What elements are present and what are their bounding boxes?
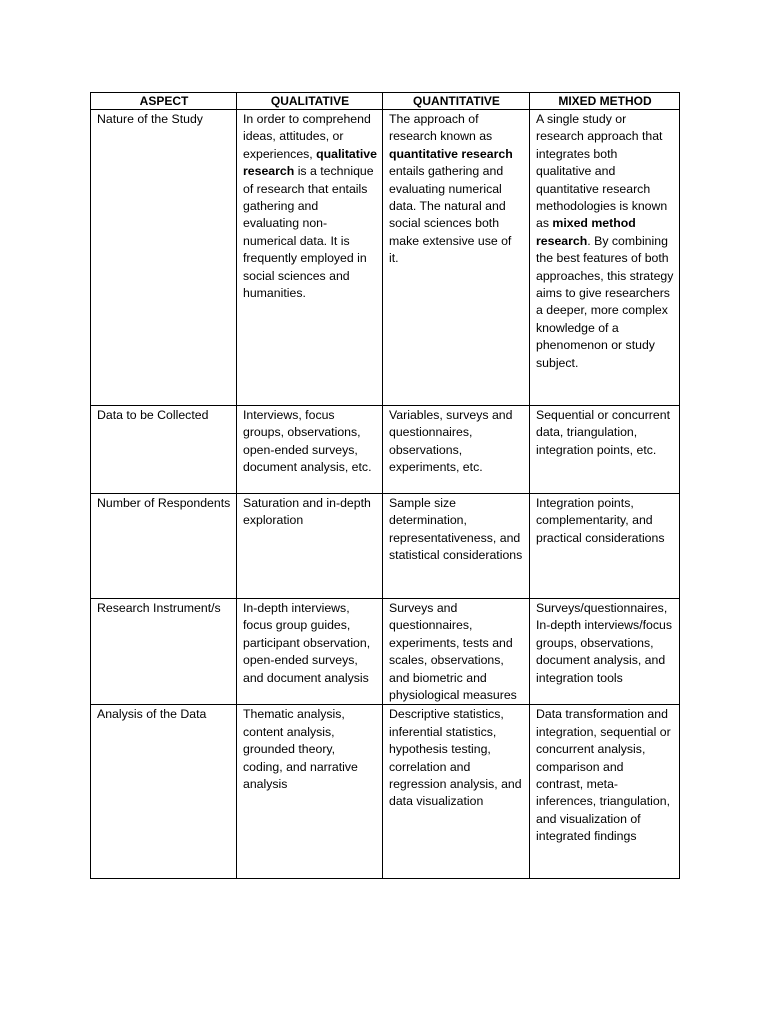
quantitative-cell (383, 110, 530, 406)
header-quantitative: QUANTITATIVE (383, 93, 530, 110)
qualitative-definition-rest: is a technique of research that entails gathering and evaluating non-numerical data. It is frequently employed in social sciences and humanities. (243, 164, 374, 301)
mixed-definition-rest: . By combining the best features of both approaches, this strategy aims to give researchers a deeper, more complex knowledge of a phenomenon or study subject. (536, 233, 674, 370)
table-row (91, 494, 680, 599)
header-qualitative: QUALITATIVE (237, 93, 383, 110)
quantitative-cell: Sample size determination, representativeness, and statistical considerations (383, 494, 530, 599)
mixed-term: mixed method research (536, 216, 636, 248)
quantitative-definition-rest: entails gathering and evaluating numerical data. The natural and social sciences both make extensive use of it. (389, 164, 512, 266)
qualitative-cell: Saturation and in-depth exploration (237, 494, 383, 599)
header-mixed-method: MIXED METHOD (530, 93, 680, 110)
quantitative-definition-lead: The approach of research known as (389, 112, 493, 144)
table-header-row (91, 93, 680, 110)
mixed-method-cell: Data transformation and integration, sequential or concurrent analysis, comparison and contrast, meta-inferences, triangulation, and visualization of integrated findings (530, 705, 680, 879)
quantitative-term: quantitative research (389, 146, 513, 161)
qualitative-definition-lead: In order to comprehend ideas, attitudes, or experiences, (243, 112, 371, 161)
comparison-table (90, 92, 680, 879)
mixed-method-cell (530, 110, 680, 406)
aspect-cell: Research Instrument/s (91, 599, 237, 705)
table-row (91, 110, 680, 406)
qualitative-term: qualitative research (243, 146, 377, 179)
qualitative-cell: Interviews, focus groups, observations, open-ended surveys, document analysis, etc. (237, 406, 383, 494)
aspect-cell: Analysis of the Data (91, 705, 237, 879)
table-row (91, 406, 680, 494)
aspect-cell: Nature of the Study (91, 110, 237, 406)
header-aspect: ASPECT (91, 93, 237, 110)
mixed-method-cell: Sequential or concurrent data, triangulation, integration points, etc. (530, 406, 680, 494)
quantitative-cell: Surveys and questionnaires, experiments, tests and scales, observations, and biometric and physiological measures (383, 599, 530, 705)
qualitative-cell (237, 110, 383, 406)
qualitative-cell: Thematic analysis, content analysis, grounded theory, coding, and narrative analysis (237, 705, 383, 879)
mixed-definition-lead: A single study or research approach that integrates both qualitative and quantitative research methodologies is known as (536, 112, 668, 231)
quantitative-cell: Variables, surveys and questionnaires, observations, experiments, etc. (383, 406, 530, 494)
table-row (91, 599, 680, 705)
mixed-method-cell: Surveys/questionnaires, In-depth interviews/focus groups, observations, document analysis, and integration tools (530, 599, 680, 705)
aspect-cell: Data to be Collected (91, 406, 237, 494)
table-row (91, 705, 680, 879)
quantitative-cell: Descriptive statistics, inferential statistics, hypothesis testing, correlation and regression analysis, and data visualization (383, 705, 530, 879)
aspect-cell: Number of Respondents (91, 494, 237, 599)
mixed-method-cell: Integration points, complementarity, and practical considerations (530, 494, 680, 599)
qualitative-cell: In-depth interviews, focus group guides, participant observation, open-ended surveys, and document analysis (237, 599, 383, 705)
